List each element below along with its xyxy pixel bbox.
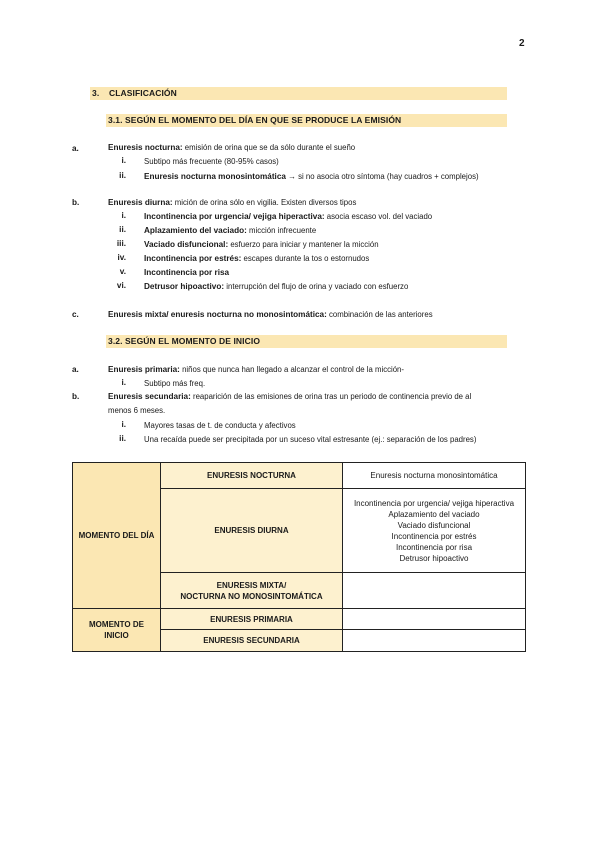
term: Incontinencia por risa [144, 268, 230, 277]
cell-primaria [161, 609, 343, 630]
term: Enuresis diurna: [108, 198, 173, 207]
description: emisión de orina que se da sólo durante el sueño [182, 143, 356, 152]
cell-empty [343, 630, 526, 652]
list-item [144, 171, 479, 183]
cell-mixta [161, 573, 343, 609]
list-item [144, 211, 432, 223]
cell-diurna [161, 489, 343, 573]
list-marker: i. [121, 378, 126, 387]
list-item [144, 281, 408, 293]
list-item [108, 391, 471, 403]
list-item [144, 267, 229, 279]
section-title: CLASIFICACIÓN [109, 88, 177, 98]
cell-empty [343, 609, 526, 630]
description: escapes durante la tos o estornudos [241, 254, 370, 263]
list-marker: ii. [119, 225, 126, 234]
list-item: Subtipo más frecuente (80-95% casos) [144, 157, 279, 166]
list-marker: i. [121, 420, 126, 429]
description: combinación de las anteriores [326, 310, 433, 319]
list-marker: i. [121, 211, 126, 220]
page-number: 2 [519, 38, 525, 49]
cell-text: MOMENTO DE INICIO [89, 620, 144, 640]
term: Aplazamiento del vaciado: [144, 226, 247, 235]
subsection-title: 3.1. SEGÚN EL MOMENTO DEL DÍA EN QUE SE PRODUCE LA EMISIÓN [108, 115, 402, 125]
subsection-heading-3-2 [106, 335, 507, 348]
cell-text: Incontinencia por risa [395, 542, 473, 552]
list-item [144, 253, 369, 265]
list-marker: b. [72, 198, 80, 207]
list-item [108, 142, 355, 154]
term: Enuresis primaria: [108, 365, 180, 374]
row-header-momento-dia [73, 463, 161, 609]
list-marker: iii. [116, 239, 126, 248]
list-item [108, 364, 404, 376]
list-item [144, 239, 379, 251]
term: Incontinencia por urgencia/ vejiga hiperactiva: [144, 212, 325, 221]
cell-text: Vaciado disfuncional [397, 520, 471, 530]
cell-text: ENURESIS MIXTA/ [216, 580, 287, 590]
description: interrupción del flujo de orina y vaciado con esfuerzo [224, 282, 409, 291]
term: Enuresis secundaria: [108, 392, 191, 401]
cell-text: ENURESIS DIURNA [214, 526, 289, 535]
term: Incontinencia por estrés: [144, 254, 242, 263]
cell-text: ENURESIS SECUNDARIA [203, 636, 300, 645]
list-item [144, 225, 316, 237]
term: Enuresis nocturna monosintomática [144, 172, 286, 181]
list-item [108, 197, 356, 209]
subsection-heading-3-1 [106, 114, 507, 127]
cell-nocturna [161, 463, 343, 489]
description: esfuerzo para iniciar y mantener la micción [228, 240, 379, 249]
list-marker: a. [72, 365, 79, 374]
cell-text: Incontinencia por estrés [391, 531, 477, 541]
list-item: Subtipo más freq. [144, 379, 206, 388]
cell-nocturna-desc [343, 463, 526, 489]
cell-text: MOMENTO DEL DÍA [78, 531, 155, 540]
cell-text: NOCTURNA NO MONOSINTOMÁTICA [180, 591, 323, 601]
cell-text: Detrusor hipoactivo [399, 553, 469, 563]
description: niños que nunca han llegado a alcanzar el control de la micción- [179, 365, 404, 374]
cell-text: ENURESIS PRIMARIA [210, 614, 293, 624]
description: → si no asocia otro síntoma (hay cuadros + complejos) [285, 172, 479, 181]
cell-empty [343, 573, 526, 609]
cell-text: Aplazamiento del vaciado [388, 509, 480, 519]
list-item: Mayores tasas de t. de conducta y afectivos [144, 421, 296, 430]
section-number: 3. [92, 88, 100, 98]
list-marker: c. [72, 310, 79, 319]
list-marker: iv. [117, 253, 126, 262]
classification-table [72, 462, 526, 652]
description: micción infrecuente [246, 226, 317, 235]
list-item: Una recaída puede ser precipitada por un suceso vital estresante (ej.: separación de los padres) [144, 435, 477, 444]
cell-text: ENURESIS NOCTURNA [207, 471, 296, 480]
list-marker: ii. [119, 434, 126, 443]
term: Vaciado disfuncional: [144, 240, 229, 249]
cell-diurna-desc [343, 489, 526, 573]
description: mición de orina sólo en vigilia. Existen diversos tipos [172, 198, 357, 207]
description: reaparición de las emisiones de orina tras un periodo de continencia previo de al [190, 392, 472, 401]
list-marker: a. [72, 144, 79, 153]
description: asocia escaso vol. del vaciado [324, 212, 433, 221]
cell-text: Incontinencia por urgencia/ vejiga hiperactiva [353, 498, 515, 508]
cell-text: Enuresis nocturna monosintomática [370, 471, 498, 480]
cell-secundaria [161, 630, 343, 652]
row-header-momento-inicio [73, 609, 161, 652]
list-marker: vi. [116, 281, 126, 290]
term: Enuresis nocturna: [108, 143, 183, 152]
term: Enuresis mixta/ enuresis nocturna no monosintomática: [108, 310, 327, 319]
term: Detrusor hipoactivo: [144, 282, 225, 291]
list-marker: ii. [119, 171, 126, 180]
list-marker: i. [121, 156, 126, 165]
list-item-continuation: menos 6 meses. [108, 406, 166, 415]
subsection-title: 3.2. SEGÚN EL MOMENTO DE INICIO [108, 336, 261, 346]
list-marker: b. [72, 392, 80, 401]
list-item [108, 309, 433, 321]
section-heading [90, 87, 507, 100]
list-marker: v. [119, 267, 126, 276]
